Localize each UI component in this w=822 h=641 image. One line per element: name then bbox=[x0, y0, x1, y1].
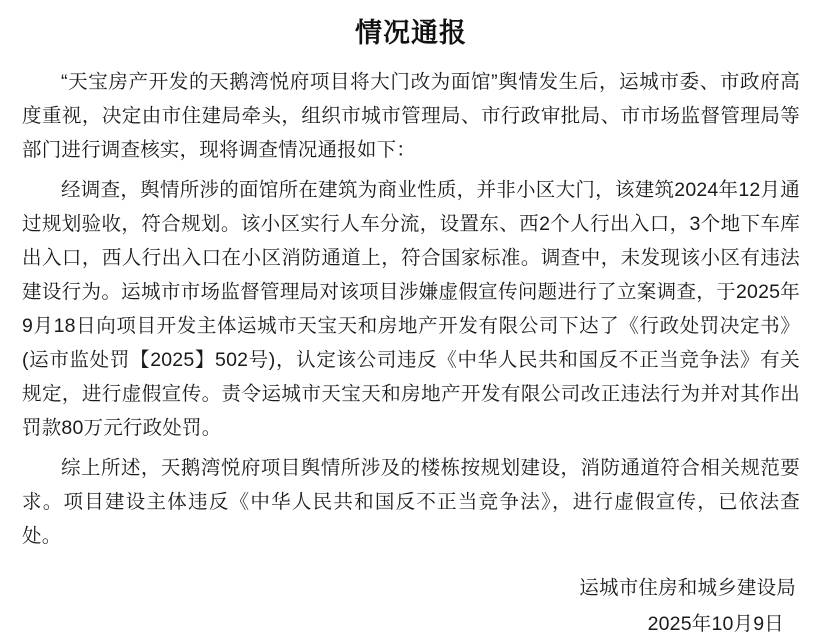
signature-block bbox=[22, 571, 800, 641]
issuing-authority: 运城市住房和城乡建设局 bbox=[579, 577, 796, 600]
paragraph-2: 经调查，舆情所涉的面馆所在建筑为商业性质，并非小区大门，该建筑2024年12月通过规划验收，符合规划。该小区实行人车分流，设置东、西2个人行出入口，3个地下车库出入口，西人行出入口在小区消防通道上，符合国家标准。调查中，未发现该小区有违法建设行为。运城市市场监督管理局对该项目涉嫌虚假宣传问题进行了立案调查，于2025年9月18日向项目开发主体运城市天宝天和房地产开发有限公司下达了《行政处罚决定书》(运市监处罚【2025】502号)，认定该公司违反《中华人民共和国反不正当竞争法》有关规定，进行虚假宣传。责令运城市天宝天和房地产开发有限公司改正违法行为并对其作出罚款80万元行政处罚。 bbox=[22, 179, 800, 440]
issue-date: 2025年10月9日 bbox=[647, 613, 784, 636]
paragraph-3: 综上所述，天鹅湾悦府项目舆情所涉及的楼栋按规划建设，消防通道符合相关规范要求。项目建设主体违反《中华人民共和国反不正当竞争法》，进行虚假宣传，已依法查处。 bbox=[22, 457, 800, 548]
page-title: 情况通报 bbox=[355, 18, 467, 48]
paragraph-1: “天宝房产开发的天鹅湾悦府项目将大门改为面馆”舆情发生后，运城市委、市政府高度重视，决定由市住建局牵头，组织市城市管理局、市行政审批局、市市场监督管理局等部门进行调查核实，现将调查情况通报如下： bbox=[22, 71, 800, 162]
